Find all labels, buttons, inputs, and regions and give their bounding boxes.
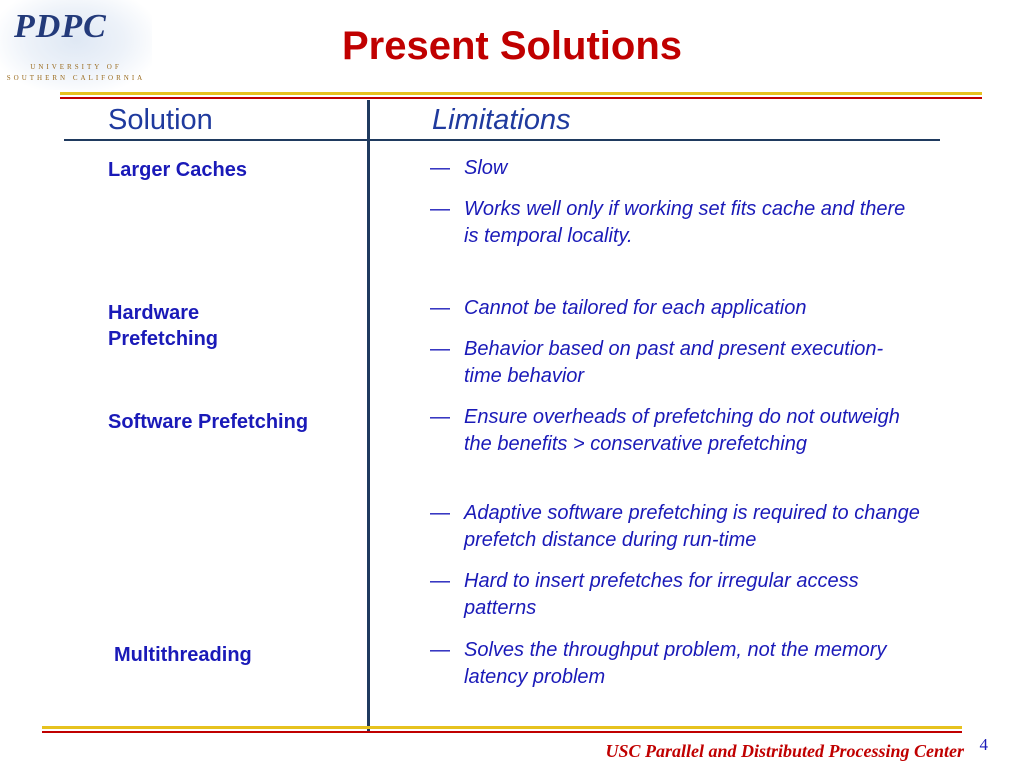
solution-software-prefetching: Software Prefetching — [108, 411, 309, 433]
slide-title: Present Solutions — [341, 24, 683, 68]
page-number: 4 — [979, 735, 988, 754]
limitation-item — [430, 404, 920, 458]
limitation-item — [430, 637, 920, 691]
limitation-text: Cannot be tailored for each application — [464, 297, 807, 319]
bottom-rule-red — [42, 731, 962, 733]
column-divider — [367, 100, 370, 733]
limitation-text: Solves the throughput problem, not the memory latency problem — [464, 639, 887, 688]
limitation-item — [430, 295, 920, 322]
em-dash-bullet: — — [430, 157, 450, 179]
limitation-item — [430, 568, 920, 622]
em-dash-bullet: — — [430, 338, 450, 360]
logo-university-line: UNIVERSITY OF — [30, 63, 122, 71]
limitation-text: Hard to insert prefetches for irregular access patterns — [464, 570, 859, 619]
solution-column-header: Solution — [108, 104, 213, 136]
logo-california-line: SOUTHERN CALIFORNIA — [6, 74, 146, 82]
limitations-column-header: Limitations — [432, 104, 571, 136]
solution-larger-caches: Larger Caches — [108, 159, 247, 181]
top-rule-red — [60, 97, 982, 99]
solution-multithreading: Multithreading — [114, 644, 252, 666]
em-dash-bullet: — — [430, 198, 450, 220]
limitation-text: Works well only if working set fits cache and there is temporal locality. — [464, 198, 906, 247]
bottom-rule-gold — [42, 726, 962, 729]
limitation-item — [430, 155, 920, 182]
limitation-item — [430, 500, 920, 554]
limitation-item — [430, 336, 920, 390]
limitation-text: Slow — [464, 157, 508, 179]
header-rule — [64, 139, 940, 141]
solution-hardware-prefetching: Hardware Prefetching — [108, 302, 219, 350]
em-dash-bullet: — — [430, 297, 450, 319]
logo-mark: PDPC — [14, 8, 107, 45]
limitation-item — [430, 196, 920, 250]
limitation-text: Behavior based on past and present execution-time behavior — [464, 338, 884, 387]
footer-organization: USC Parallel and Distributed Processing Center — [605, 741, 964, 761]
em-dash-bullet: — — [430, 639, 450, 661]
top-rule-gold — [60, 92, 982, 95]
limitation-text: Ensure overheads of prefetching do not outweigh the benefits > conservative prefetching — [464, 406, 900, 455]
em-dash-bullet: — — [430, 502, 450, 524]
em-dash-bullet: — — [430, 406, 450, 428]
limitation-text: Adaptive software prefetching is required to change prefetch distance during run-time — [464, 502, 920, 551]
em-dash-bullet: — — [430, 570, 450, 592]
